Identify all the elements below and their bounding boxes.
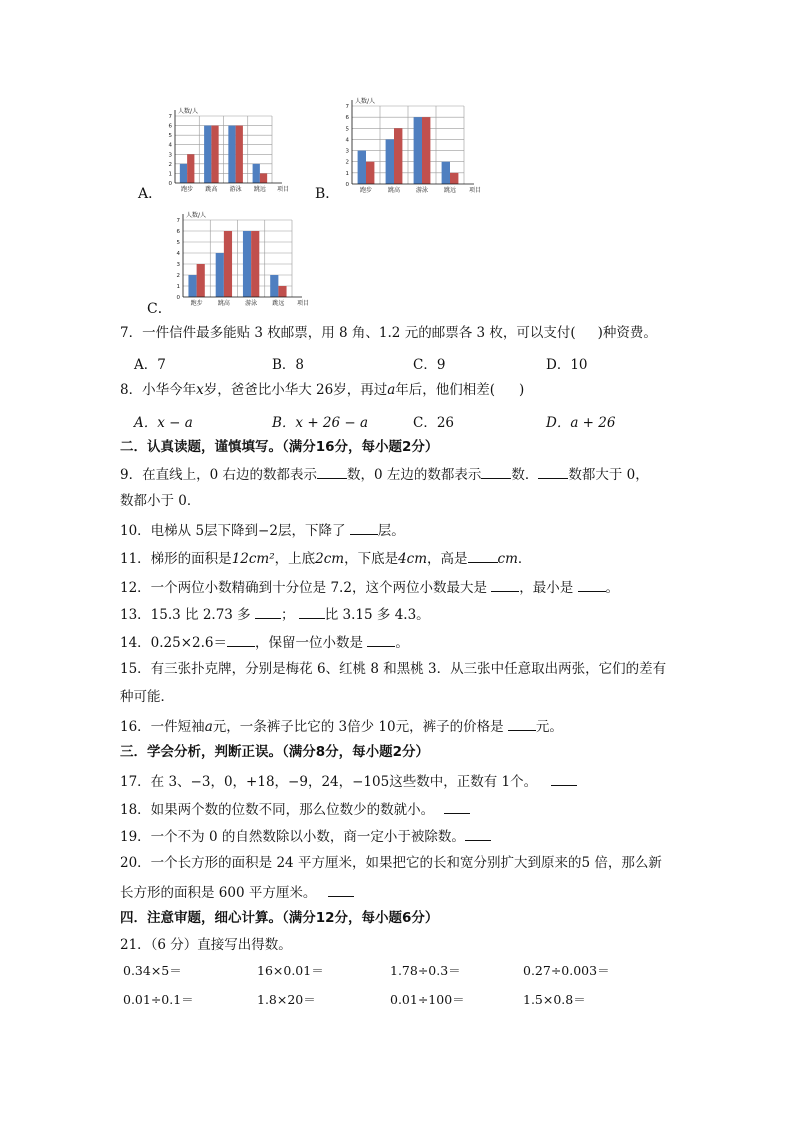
y-tick-label: 1 [168, 171, 172, 178]
q14-text-a: 14．0.25×2.6＝ [120, 635, 228, 651]
bar [366, 162, 374, 184]
question-13 [120, 604, 430, 624]
bar [180, 164, 187, 183]
q12-text-b: ，最小是 [519, 580, 578, 596]
q11-bottom: 4cm [398, 551, 428, 567]
bar [450, 173, 458, 184]
question-9-line-1 [120, 464, 649, 484]
x-tick-label: 跳远 [253, 186, 266, 193]
q7-option-d: D．10 [546, 357, 588, 373]
chart-ylabel: 人数/人 [178, 108, 199, 115]
x-tick-label: 跑步 [190, 300, 203, 307]
q8-option-a: A．x − a [134, 415, 193, 431]
y-tick-label: 5 [176, 240, 180, 246]
chart-xlabel: 项目 [277, 186, 290, 193]
bar [236, 126, 243, 183]
bar [442, 162, 450, 184]
q8-option-c: C．26 [413, 415, 455, 431]
question-12 [120, 577, 619, 597]
q8-option-d: D．a + 26 [546, 415, 616, 431]
q11-text-a: 11．梯形的面积是 [120, 551, 232, 567]
y-tick-label: 7 [345, 104, 349, 110]
q18-text: 18．如果两个数的位数不同，那么位数少的数就小。 [120, 802, 435, 818]
q12-blank-2[interactable] [578, 577, 606, 592]
bar [243, 231, 251, 297]
q11-text-e: ． [517, 551, 532, 567]
question-15-line-1: 15．有三张扑克牌，分别是梅花 6、红桃 8 和黑桃 3．从三张中任意取出两张，它们的差有 [120, 661, 667, 677]
calc-2-2: 1.8×20＝ [257, 992, 316, 1007]
q18-blank[interactable] [444, 799, 470, 814]
q7-option-b: B．8 [272, 357, 305, 373]
question-15-line-2: 种可能． [120, 689, 174, 705]
y-tick-label: 6 [176, 229, 180, 235]
bar [422, 117, 430, 184]
chart-a-option: A． [138, 186, 163, 202]
q11-top: 2cm [315, 551, 345, 567]
question-17 [120, 771, 577, 791]
calc-2-4: 1.5×0.8＝ [523, 992, 586, 1007]
question-20-line-2 [120, 882, 354, 902]
y-tick-label: 5 [345, 126, 349, 133]
y-tick-label: 0 [176, 295, 180, 301]
q9-blank-2[interactable] [481, 464, 511, 479]
y-tick-label: 3 [176, 262, 180, 268]
q19-blank[interactable] [465, 826, 491, 841]
y-tick-label: 1 [176, 284, 180, 290]
bar [251, 231, 259, 297]
q13-blank-1[interactable] [255, 604, 281, 619]
q7-text-a: 7．一件信件最多能贴 3 枚邮票，用 8 角、1.2 元的邮票各 3 枚，可以支付( [120, 325, 576, 341]
bar [216, 253, 224, 297]
q9-text-d: 数都大于 0， [568, 467, 649, 483]
q8-var-x: x [196, 382, 204, 398]
q16-text-b: 元，一条裤子比它的 3倍少 10元，裤子的价格是 [212, 719, 508, 735]
bar [394, 128, 402, 184]
question-14 [120, 632, 409, 652]
chart-ylabel: 人数/人 [355, 98, 376, 105]
y-tick-label: 7 [168, 114, 172, 120]
calc-1-4: 0.27÷0.003＝ [523, 963, 610, 978]
q10-blank[interactable] [350, 520, 378, 535]
calc-2-3: 0.01÷100＝ [390, 992, 465, 1007]
y-tick-label: 0 [168, 181, 172, 187]
question-20-line-1: 20．一个长方形的面积是 24 平方厘米，如果把它的长和宽分别扩大到原来的5 倍，那么新 [120, 855, 662, 871]
question-18 [120, 799, 470, 819]
q14-text-b: ，保留一位小数是 [255, 635, 368, 651]
y-tick-label: 4 [345, 137, 349, 144]
bar [386, 139, 394, 184]
section-4-heading: 四．注意审题，细心计算。（满分12分，每小题6分） [120, 910, 439, 926]
y-tick-label: 0 [345, 182, 349, 188]
question-21: 21．（6 分）直接写出得数。 [120, 937, 292, 953]
q17-text: 17．在 3、−3，0，+18，−9，24，−105这些数中，正数有 1个。 [120, 774, 538, 790]
chart-xlabel: 项目 [469, 187, 482, 194]
bar [260, 173, 267, 183]
q20-text-2: 长方形的面积是 600 平方厘米。 [120, 885, 317, 901]
q11-text-d: ，高是 [427, 551, 468, 567]
q17-blank[interactable] [551, 771, 577, 786]
bar [414, 117, 422, 184]
bar [278, 286, 286, 297]
y-tick-label: 6 [345, 115, 349, 122]
question-19 [120, 826, 491, 846]
calc-2-1: 0.01÷0.1＝ [123, 992, 194, 1007]
q9-blank-1[interactable] [317, 464, 347, 479]
chart-ylabel: 人数/人 [186, 212, 207, 219]
bar [197, 264, 205, 297]
x-tick-label: 跳高 [205, 186, 218, 193]
q13-blank-2[interactable] [299, 604, 325, 619]
y-tick-label: 3 [168, 152, 172, 159]
q14-text-c: 。 [395, 635, 409, 651]
chart-a-label [138, 183, 162, 203]
q16-text-c: 元。 [535, 719, 563, 735]
question-11 [120, 548, 531, 568]
y-tick-label: 2 [176, 273, 180, 279]
x-tick-label: 跑步 [359, 187, 373, 194]
q14-blank-2[interactable] [367, 632, 395, 647]
question-8 [120, 381, 524, 399]
q13-text-c: 比 3.15 多 4.3。 [324, 607, 430, 623]
bar [211, 126, 218, 183]
bar [187, 154, 194, 183]
x-tick-label: 游泳 [229, 186, 242, 193]
bar [270, 275, 278, 297]
bar [228, 126, 235, 183]
q16-text-a: 16．一件短袖 [120, 719, 205, 735]
q12-text-c: 。 [605, 580, 620, 596]
section-2-heading: 二．认真读题，谨慎填写。（满分16分，每小题2分） [120, 439, 439, 455]
q14-blank-1[interactable] [227, 632, 255, 647]
q16-var-a: a [204, 719, 213, 735]
question-10 [120, 520, 405, 540]
chart-b [337, 94, 492, 197]
q8-option-b: B．x + 26 − a [272, 415, 369, 431]
y-tick-label: 1 [345, 170, 349, 177]
chart-c [168, 208, 320, 310]
q9-text-c: 数． [511, 467, 539, 483]
question-7 [120, 324, 657, 342]
bar [204, 126, 211, 183]
q12-blank-1[interactable] [491, 577, 519, 592]
q11-unit: cm [497, 551, 518, 567]
x-tick-label: 跑步 [181, 186, 194, 193]
q8-var-a: a [387, 382, 396, 398]
bar [188, 275, 196, 297]
x-tick-label: 游泳 [245, 300, 258, 307]
section-3-heading: 三．学会分析，判断正误。（满分8分，每小题2分） [120, 744, 430, 760]
q13-text-a: 13．15.3 比 2.73 多 [120, 607, 255, 623]
q11-text-c: ，下底是 [344, 551, 399, 567]
x-tick-label: 跳远 [272, 300, 285, 307]
x-tick-label: 跳远 [443, 187, 457, 194]
q20-blank[interactable] [328, 882, 354, 897]
x-tick-label: 跳高 [217, 300, 230, 307]
y-tick-label: 6 [168, 123, 172, 130]
q10-text-b: 层。 [377, 523, 405, 539]
y-tick-label: 2 [168, 161, 172, 168]
y-tick-label: 2 [345, 159, 349, 166]
question-9-line-2: 数都小于 0． [120, 493, 201, 509]
q8-text-d: ) [519, 382, 525, 398]
q12-text-a: 12．一个两位小数精确到十分位是 7.2，这个两位小数最大是 [120, 580, 492, 596]
q9-blank-3[interactable] [538, 464, 568, 479]
bar [358, 151, 366, 184]
y-tick-label: 4 [176, 251, 180, 257]
y-tick-label: 4 [168, 142, 172, 149]
x-tick-label: 跳高 [387, 187, 401, 194]
q10-text-a: 10．电梯从 5层下降到−2层，下降了 [120, 523, 350, 539]
bar [224, 231, 232, 297]
x-tick-label: 游泳 [415, 187, 429, 194]
question-16 [120, 716, 563, 736]
q13-text-b: ； [280, 607, 299, 623]
q8-text-c: 年后，他们相差( [395, 382, 496, 398]
q9-text-a: 9．在直线上，0 右边的数都表示 [120, 467, 317, 483]
chart-xlabel: 项目 [297, 300, 310, 307]
q11-area: 12cm² [231, 551, 275, 567]
calc-1-3: 1.78÷0.3＝ [390, 963, 461, 978]
q7-text-b: )种资费。 [597, 325, 657, 341]
q16-blank[interactable] [508, 716, 536, 731]
q7-option-a: A．7 [134, 357, 166, 373]
chart-a [160, 104, 300, 196]
bar [253, 164, 260, 183]
q11-text-b: ，上底 [274, 551, 316, 567]
calc-1-1: 0.34×5＝ [123, 963, 182, 978]
q7-option-c: C．9 [413, 357, 446, 373]
q8-text-b: 岁，爸爸比小华大 26岁，再过 [203, 382, 388, 398]
chart-c-option: C． [147, 301, 172, 317]
q19-text: 19．一个不为 0 的自然数除以小数，商一定小于被除数。 [120, 829, 465, 845]
chart-b-label [315, 183, 339, 203]
q11-blank[interactable] [468, 548, 498, 563]
y-tick-label: 7 [176, 218, 180, 224]
chart-b-option: B． [315, 186, 340, 202]
y-tick-label: 5 [168, 133, 172, 140]
q9-text-b: 数，0 左边的数都表示 [346, 467, 482, 483]
calc-1-2: 16×0.01＝ [257, 963, 324, 978]
q8-text-a: 8．小华今年 [120, 382, 197, 398]
y-tick-label: 3 [345, 148, 349, 155]
